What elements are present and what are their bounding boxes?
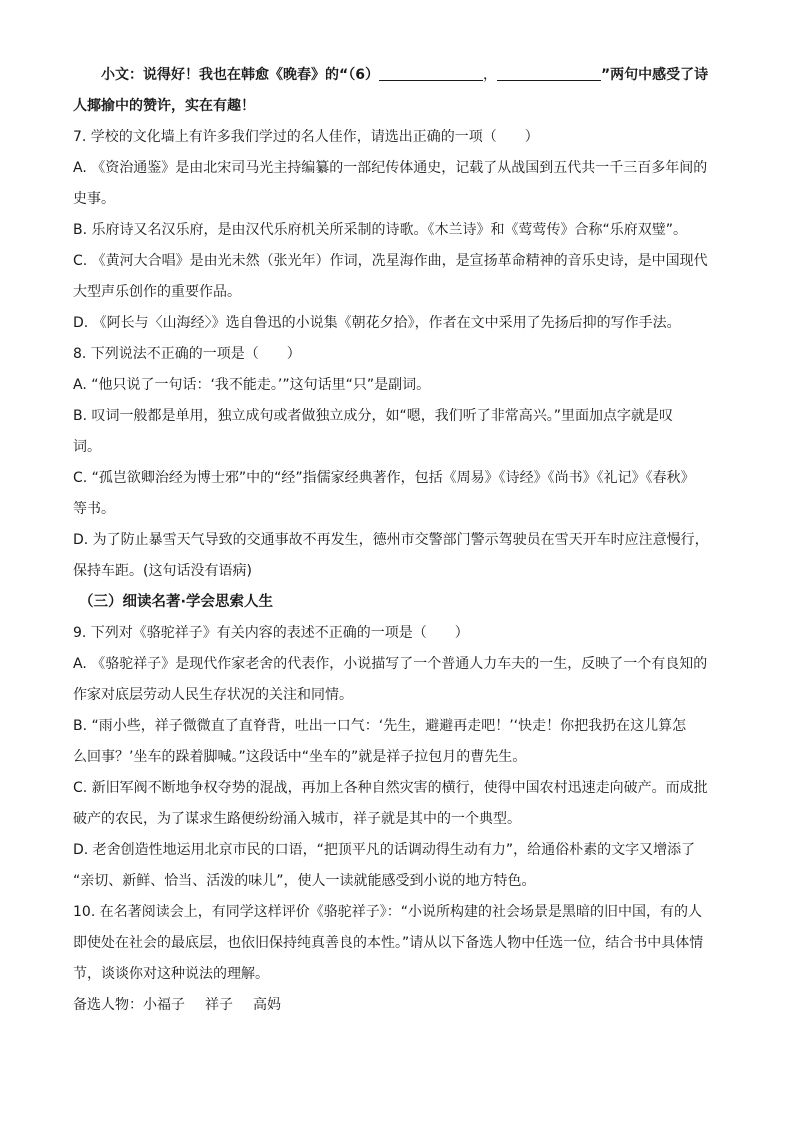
q8-option-a: A. “他只说了一句话：‘我不能走。’”这句话里“只”是副词。 bbox=[73, 377, 431, 393]
q8-option-b-line-1: B. 叹词一般都是单用，独立成句或者做独立成分，如“嗯，我们听了非常高兴。”里面加点字就是叹 bbox=[73, 408, 674, 424]
xiaowen-text-2: ”两句中感受了诗 bbox=[600, 67, 709, 83]
q8-option-d-line-1: D. 为了防止暴雪天气导致的交通事故不再发生，德州市交警部门警示驾驶员在雪天开车时应注意慢行， bbox=[73, 532, 709, 548]
q9-option-c-line-2: 破产的农民，为了谋求生路便纷纷涌入城市，祥子就是其中的一个典型。 bbox=[73, 811, 521, 827]
q10-candidates-label: 备选人物： bbox=[73, 997, 143, 1013]
q8-option-d-line-2: 保持车距。(这句话没有语病) bbox=[73, 563, 252, 579]
q10-stem-line-1: 10. 在名著阅读会上，有同学这样评价《骆驼祥子》：“小说所构建的社会场景是黑暗的旧中国，有的人 bbox=[73, 904, 702, 920]
document-content bbox=[73, 60, 723, 1021]
q7-option-b: B. 乐府诗又名汉乐府，是由汉代乐府机关所采制的诗歌。《木兰诗》和《莺莺传》合称“乐府双璧”。 bbox=[73, 222, 688, 238]
q10-stem-line-3: 节，谈谈你对这种说法的理解。 bbox=[73, 966, 269, 982]
xiaowen-line-1 bbox=[73, 60, 723, 91]
q9-option-d-line-1: D. 老舍创造性地运用北京市民的口语，“把顶平凡的话调动得生动有力”，给通俗朴素的文字又增添了 bbox=[73, 842, 696, 858]
q8-stem: 8. 下列说法不正确的一项是（ ） bbox=[73, 346, 301, 362]
xiaowen-comma: ， bbox=[482, 67, 497, 83]
q9-option-d-line-2: “亲切、新鲜、恰当、活泼的味儿”，使人一读就能感受到小说的地方特色。 bbox=[73, 873, 536, 889]
q7-option-c-line-2: 大型声乐创作的重要作品。 bbox=[73, 284, 241, 300]
q9-option-a-line-2: 作家对底层劳动人民生存状况的关注和同情。 bbox=[73, 687, 353, 703]
q10-candidate-3: 高妈 bbox=[253, 997, 281, 1013]
q8-option-c-line-1: C. “孤岂欲卿治经为博士邪”中的“经”指儒家经典著作，包括《周易》《诗经》《尚书》《礼记》《春秋》 bbox=[73, 470, 695, 486]
q7-option-a-line-1: A. 《资治通鉴》是由北宋司马光主持编纂的一部纪传体通史，记载了从战国到五代共一千三百多年间的 bbox=[73, 160, 708, 176]
q9-stem: 9. 下列对《骆驼祥子》有关内容的表述不正确的一项是（ ） bbox=[73, 625, 469, 641]
q10-stem-line-2: 即使处在社会的最底层，也依旧保持纯真善良的本性。”请从以下备选人物中任选一位，结合书中具体情 bbox=[73, 935, 704, 951]
q9-option-b-line-1: B. “雨小些，祥子微微直了直脊背，吐出一口气：‘先生，避避再走吧！’‘快走！你把我扔在这儿算怎 bbox=[73, 718, 687, 734]
xiaowen-text-1: 小文：说得好！我也在韩愈《晚春》的“（6） bbox=[101, 67, 379, 83]
q9-option-b-line-2: 么回事？’坐车的跺着脚喊。”这段话中“坐车的”就是祥子拉包月的曹先生。 bbox=[73, 749, 527, 765]
q10-candidate-2: 祥子 bbox=[205, 997, 233, 1013]
q8-option-b-line-2: 词。 bbox=[73, 439, 101, 455]
q10-candidate-1: 小福子 bbox=[143, 997, 185, 1013]
q7-option-c-line-1: C. 《黄河大合唱》是由光未然（张光年）作词，冼星海作曲，是宣扬革命精神的音乐史诗，是中国现代 bbox=[73, 253, 708, 269]
q7-stem: 7. 学校的文化墙上有许多我们学过的名人佳作，请选出正确的一项（ ） bbox=[73, 129, 539, 145]
q10-candidates bbox=[73, 990, 723, 1021]
q9-option-a-line-1: A. 《骆驼祥子》是现代作家老舍的代表作，小说描写了一个普通人力车夫的一生，反映了一个有良知的 bbox=[73, 656, 708, 672]
q7-option-d: D. 《阿长与〈山海经〉》选自鲁迅的小说集《朝花夕拾》，作者在文中采用了先扬后抑的写作手法。 bbox=[73, 315, 681, 331]
answer-blank-6a[interactable] bbox=[379, 64, 483, 81]
q8-option-c-line-2: 等书。 bbox=[73, 501, 115, 517]
answer-blank-6b[interactable] bbox=[497, 64, 601, 81]
xiaowen-line-2: 人揶揄中的赞许，实在有趣！ bbox=[73, 98, 255, 114]
q7-option-a-line-2: 史事。 bbox=[73, 191, 115, 207]
section-3-heading: （三）细读名著·学会思索人生 bbox=[79, 594, 274, 610]
q9-option-c-line-1: C. 新旧军阀不断地争权夺势的混战，再加上各种自然灾害的横行，使得中国农村迅速走向破产。而成批 bbox=[73, 780, 708, 796]
